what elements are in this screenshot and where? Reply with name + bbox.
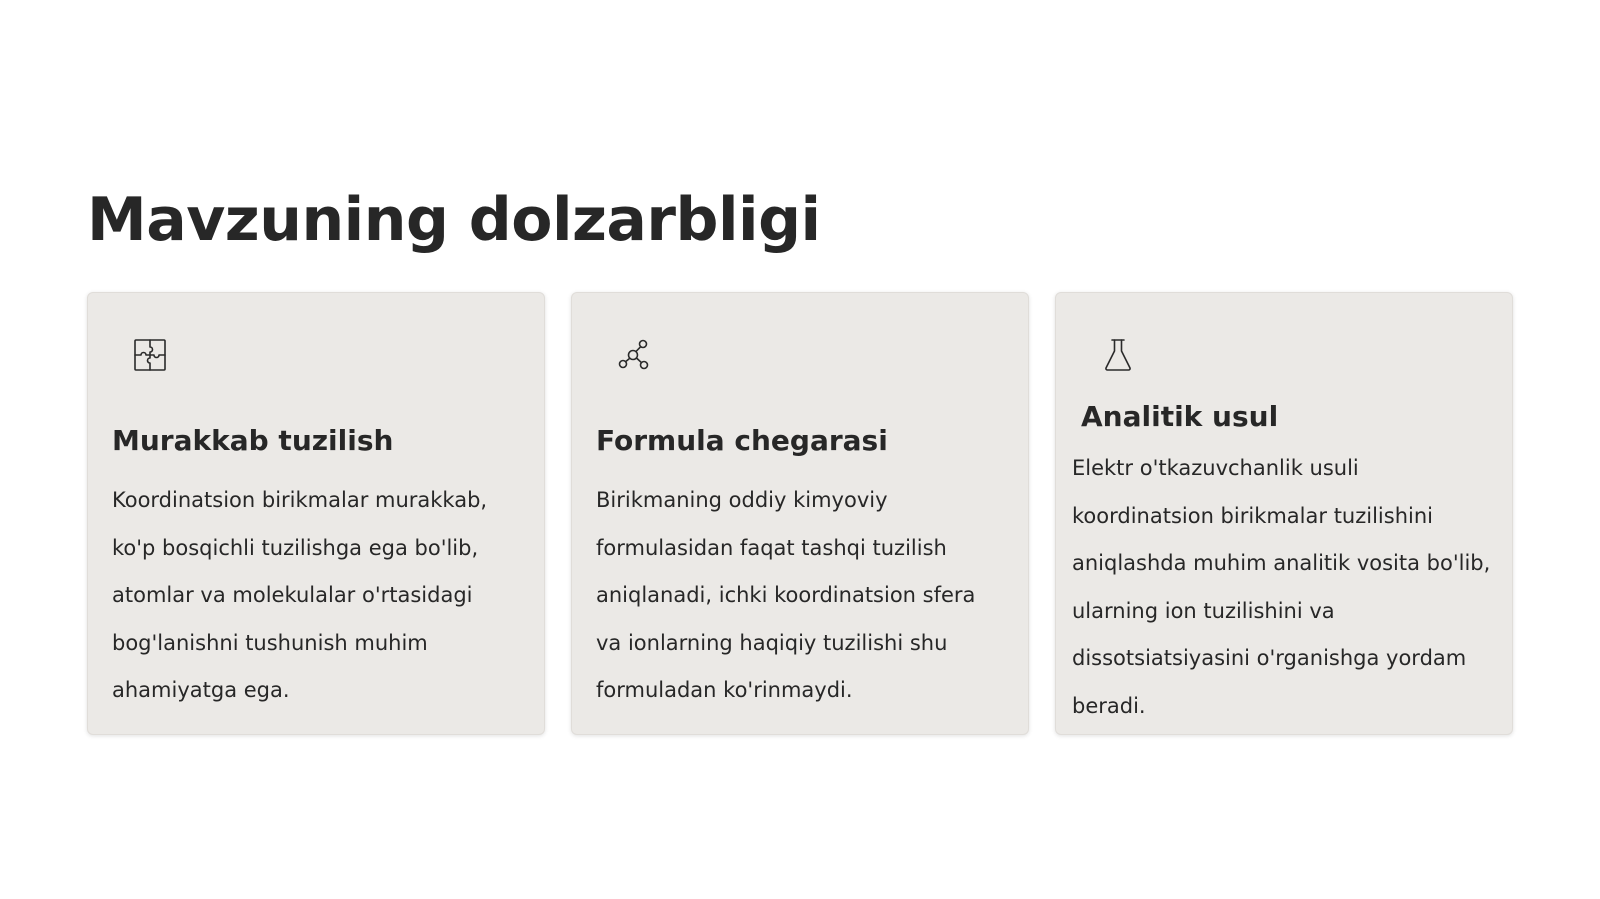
card-analytic-method xyxy=(1055,292,1513,735)
card-title: Analitik usul xyxy=(1081,400,1279,433)
card-title: Formula chegarasi xyxy=(596,424,888,457)
page-title: Mavzuning dolzarbligi xyxy=(87,185,821,255)
puzzle-icon xyxy=(132,337,168,373)
card-description: Birikmaning oddiy kimyoviy formulasidan faqat tashqi tuzilish aniqlanadi, ichki koordinatsion sfera va ionlarning haqiqiy tuzilishi shu formuladan ko'rinmaydi. xyxy=(596,488,976,702)
molecule-icon xyxy=(616,337,652,373)
card-description: Elektr o'tkazuvchanlik usuli koordinatsion birikmalar tuzilishini aniqlashda muhim analitik vosita bo'lib, ularning ion tuzilishini va dissotsiatsiyasini o'rganishga yordam beradi. xyxy=(1072,456,1491,718)
card-complex-structure xyxy=(87,292,545,735)
card-formula-limit xyxy=(571,292,1029,735)
card-title: Murakkab tuzilish xyxy=(112,424,394,457)
flask-icon xyxy=(1100,337,1136,373)
card-description: Koordinatsion birikmalar murakkab, ko'p bosqichli tuzilishga ega bo'lib, atomlar va molekulalar o'rtasidagi bog'lanishni tushunish muhim ahamiyatga ega. xyxy=(112,488,488,702)
